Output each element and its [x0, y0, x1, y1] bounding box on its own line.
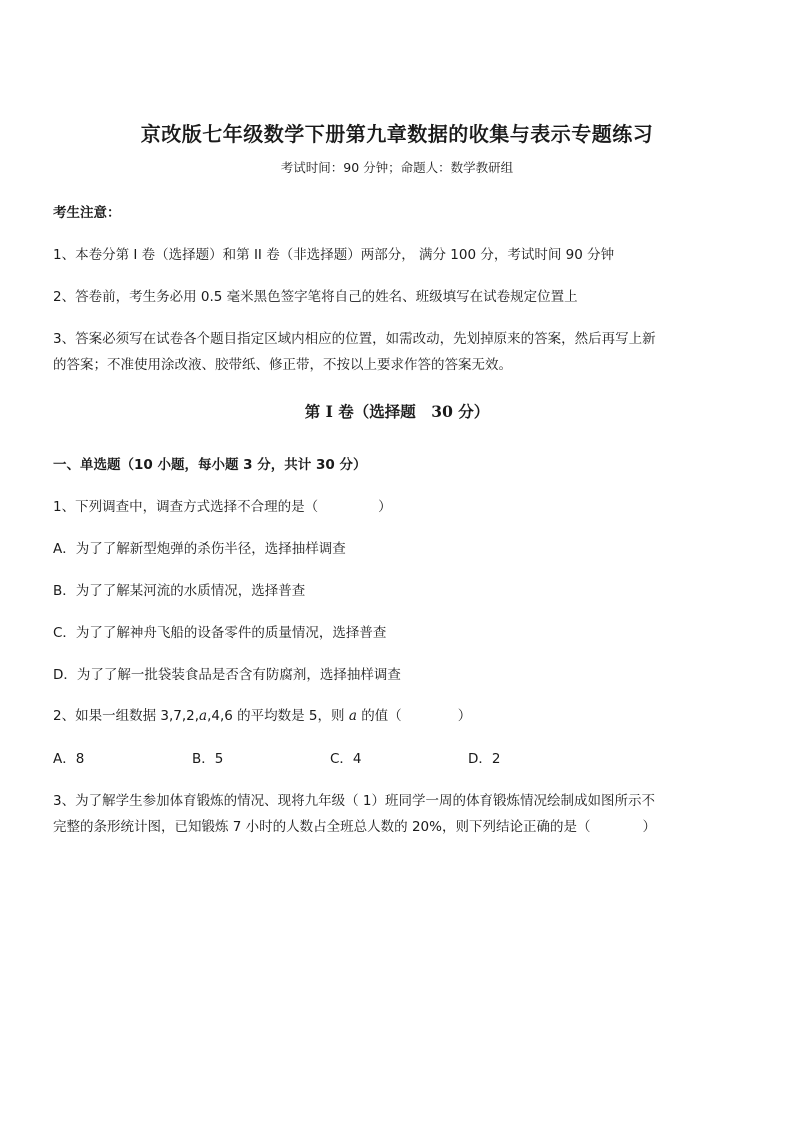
- question-1-option-b: B．为了了解某河流的水质情况，选择普查: [53, 583, 306, 599]
- question-2-stem: [53, 704, 471, 724]
- question-1-option-a: A．为了了解新型炮弹的杀伤半径，选择抽样调查: [53, 541, 346, 557]
- notice-item-2: 2、答卷前，考生务必用 0.5 毫米黑色签字笔将自己的姓名、班级填写在试卷规定位置上: [53, 289, 578, 305]
- notice-item-3-line-2: 的答案；不准使用涂改液、胶带纸、修正带，不按以上要求作答的答案无效。: [53, 357, 512, 373]
- question-2-text-c: 的值（: [361, 708, 402, 724]
- question-1-stem: [53, 495, 392, 515]
- question-3-line-2: [53, 815, 656, 835]
- notice-item-3-line-1: 3、答案必须写在试卷各个题目指定区域内相应的位置，如需改动，先划掉原来的答案，然后再写上新: [53, 331, 656, 347]
- question-3-paren: ）: [642, 819, 656, 835]
- question-2-option-c: C．4: [330, 751, 362, 767]
- question-1-option-c: C．为了了解神舟飞船的设备零件的质量情况，选择普查: [53, 625, 387, 641]
- notice-heading: 考生注意：: [53, 205, 121, 221]
- exam-subtitle: 考试时间：90 分钟；命题人：数学教研组: [280, 160, 514, 175]
- section-title: 第 I 卷（选择题 30 分）: [304, 402, 490, 421]
- question-3-line-1: 3、为了解学生参加体育锻炼的情况、现将九年级（ 1）班同学一周的体育锻炼情况绘制成如图所示不: [53, 793, 655, 809]
- question-2-option-a: A．8: [53, 751, 85, 767]
- variable-a-2: a: [348, 708, 357, 724]
- variable-a: a: [199, 708, 208, 724]
- question-2-text-b: ,4,6 的平均数是 5，则: [207, 708, 345, 724]
- question-2-option-b: B．5: [192, 751, 224, 767]
- question-2-paren: ）: [457, 708, 472, 724]
- page-title: 京改版七年级数学下册第九章数据的收集与表示专题练习: [140, 122, 654, 146]
- question-2-option-d: D．2: [468, 751, 501, 767]
- question-1-text: 1、下列调查中，调查方式选择不合理的是（: [53, 499, 319, 515]
- question-3-text: 完整的条形统计图，已知锻炼 7 小时的人数占全班总人数的 20%，则下列结论正确的是（: [53, 819, 591, 835]
- question-2-text-a: 2、如果一组数据 3,7,2,: [53, 708, 200, 724]
- notice-item-1: 1、本卷分第 I 卷（选择题）和第 II 卷（非选择题）两部分， 满分 100 分，考试时间 90 分钟: [53, 247, 615, 263]
- part-heading: 一、单选题（10 小题，每小题 3 分，共计 30 分）: [53, 457, 367, 473]
- question-1-option-d: D．为了了解一批袋装食品是否含有防腐剂，选择抽样调查: [53, 667, 401, 683]
- question-1-paren: ）: [378, 499, 392, 515]
